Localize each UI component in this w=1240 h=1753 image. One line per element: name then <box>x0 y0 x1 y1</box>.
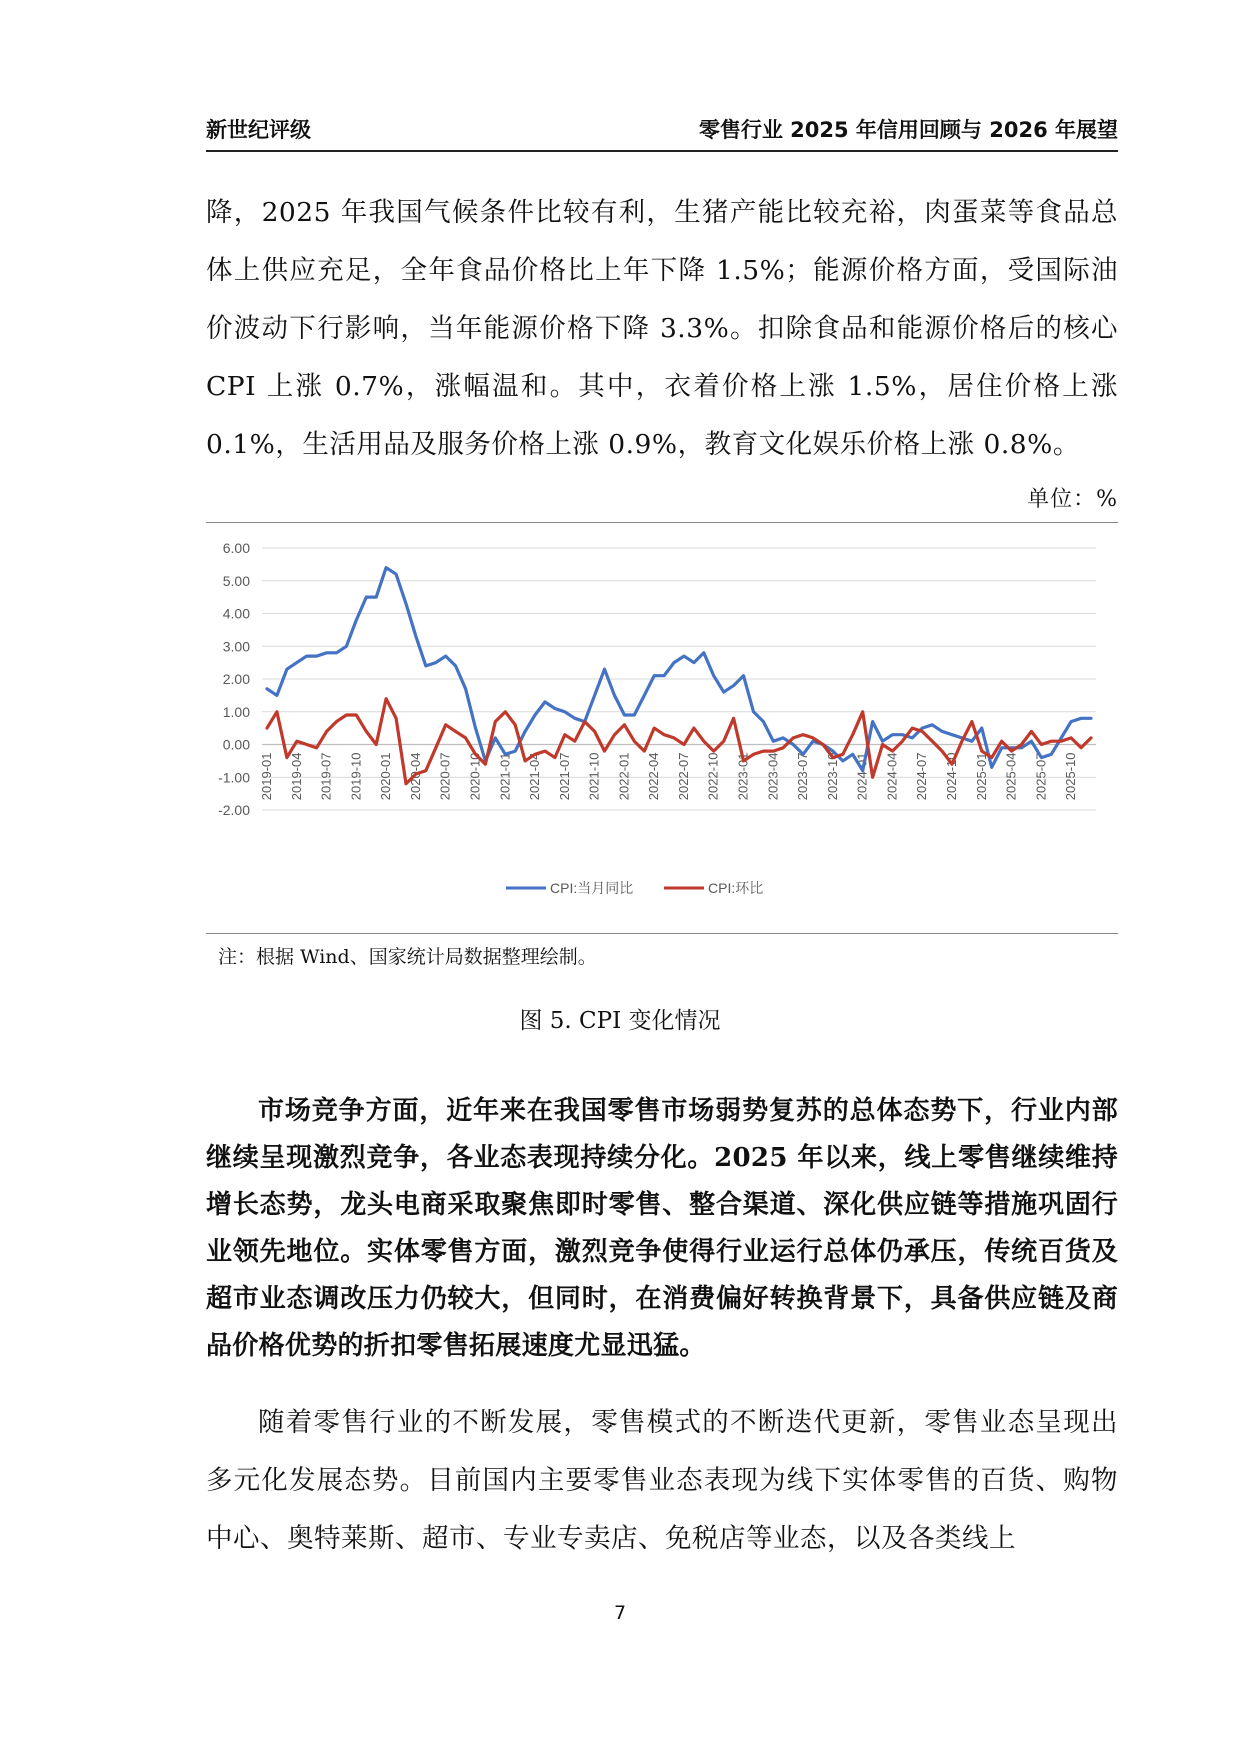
chart-y-axis <box>218 540 250 818</box>
x-tick-label: 2025-01 <box>973 752 989 801</box>
x-tick-label: 2024-07 <box>914 752 930 801</box>
x-tick-label: 2019-10 <box>348 752 364 801</box>
x-tick-label: 2021-10 <box>586 752 602 801</box>
chart-unit-label: 单位：% <box>1027 487 1118 512</box>
x-tick-label: 2021-01 <box>497 752 513 801</box>
legend-label: CPI:当月同比 <box>550 880 634 896</box>
x-tick-label: 2022-01 <box>616 752 632 801</box>
x-tick-label: 2019-01 <box>259 752 274 801</box>
x-tick-label: 2024-04 <box>884 752 900 801</box>
header-org-name: 新世纪评级 <box>206 118 311 142</box>
cpi-chart-container <box>206 522 1118 934</box>
x-tick-label: 2021-04 <box>527 752 543 801</box>
x-tick-label: 2021-07 <box>556 752 572 801</box>
y-tick-label: 4.00 <box>222 605 250 622</box>
x-tick-label: 2023-04 <box>765 752 781 801</box>
x-tick-label: 2022-04 <box>646 752 662 801</box>
x-tick-label: 2023-01 <box>735 752 751 801</box>
legend-label: CPI:环比 <box>708 880 764 896</box>
x-tick-label: 2024-01 <box>854 752 870 801</box>
y-tick-label: -2.00 <box>218 802 250 818</box>
y-tick-label: -1.00 <box>218 769 250 786</box>
x-tick-label: 2019-07 <box>318 752 334 801</box>
body-paragraph-1: 降，2025 年我国气候条件比较有利，生猪产能比较充裕，肉蛋菜等食品总体上供应充足，全年食品价格比上年下降 1.5%；能源价格方面，受国际油价波动下行影响，当年能源价格下降 3.3%。扣除食品和能源价格后的核心 CPI 上涨 0.7%，涨幅温和。其中，衣着价格上涨 1.5%，居住价格上涨 0.1%，生活用品及服务价格上涨 0.9%，教育文化娱乐价格上涨 0.8%。 <box>206 197 1118 460</box>
chart-series-lines <box>267 568 1091 784</box>
cpi-line-chart <box>206 523 1118 933</box>
y-tick-label: 3.00 <box>222 638 250 655</box>
x-tick-label: 2020-07 <box>437 752 453 801</box>
x-tick-label: 2020-01 <box>378 752 394 801</box>
x-tick-label: 2020-10 <box>467 752 483 801</box>
x-tick-label: 2020-04 <box>407 752 423 801</box>
chart-source-note: 注：根据 Wind、国家统计局数据整理绘制。 <box>218 946 597 968</box>
x-tick-label: 2022-10 <box>705 752 721 801</box>
header-report-title: 零售行业 2025 年信用回顾与 2026 年展望 <box>698 118 1118 142</box>
figure-caption: 图 5. CPI 变化情况 <box>519 1008 721 1034</box>
y-tick-label: 6.00 <box>222 540 250 556</box>
y-tick-label: 2.00 <box>222 671 250 687</box>
x-tick-label: 2025-04 <box>1003 752 1019 801</box>
x-tick-label: 2019-04 <box>288 752 304 801</box>
page-header <box>206 112 1118 152</box>
x-tick-label: 2023-07 <box>795 752 811 801</box>
x-tick-label: 2022-07 <box>675 752 691 801</box>
x-tick-label: 2025-10 <box>1063 752 1079 801</box>
body-paragraph-2-bold: 市场竞争方面，近年来在我国零售市场弱势复苏的总体态势下，行业内部继续呈现激烈竞争，各业态表现持续分化。2025 年以来，线上零售继续维持增长态势，龙头电商采取聚焦即时零售、整合渠道、深化供应链等措施巩固行业领先地位。实体零售方面，激烈竞争使得行业运行总体仍承压，传统百货及超市业态调改压力仍较大，但同时，在消费偏好转换背景下，具备供应链及商品价格优势的折扣零售拓展速度尤显迅猛。 <box>206 1096 1118 1361</box>
chart-legend <box>506 880 763 896</box>
y-tick-label: 5.00 <box>222 572 250 589</box>
x-tick-label: 2025-07 <box>1033 752 1049 801</box>
y-tick-label: 0.00 <box>222 736 250 753</box>
y-tick-label: 1.00 <box>222 703 250 720</box>
page-number: 7 <box>613 1602 627 1624</box>
x-tick-label: 2024-10 <box>944 752 960 801</box>
x-tick-label: 2023-10 <box>824 752 840 801</box>
body-paragraph-3: 随着零售行业的不断发展，零售模式的不断迭代更新，零售业态呈现出多元化发展态势。目前国内主要零售业态表现为线下实体零售的百货、购物中心、奥特莱斯、超市、专业专卖店、免税店等业态，以及各类线上 <box>206 1407 1118 1554</box>
